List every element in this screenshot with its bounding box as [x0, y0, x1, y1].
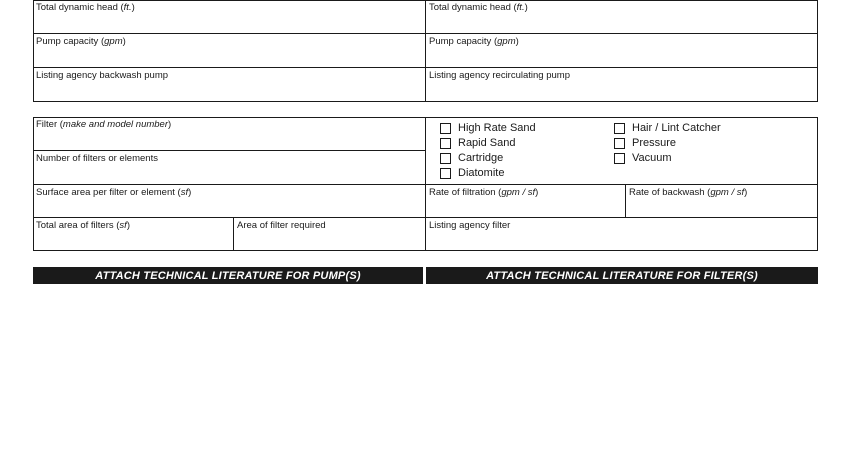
listing-agency-filter-label: Listing agency filter: [429, 220, 511, 231]
total-area-label: Total area of filters (sf): [36, 220, 130, 231]
rate-of-filtration-field[interactable]: [428, 199, 623, 215]
listing-agency-filter-cell: [426, 218, 818, 251]
checkbox-box[interactable]: [440, 153, 451, 164]
total-dynamic-head-recirc-field[interactable]: [428, 14, 816, 31]
rate-of-backwash-cell: [626, 185, 818, 217]
listing-agency-backwash-field[interactable]: [35, 82, 423, 100]
pump-capacity-recirc-field[interactable]: [428, 48, 816, 65]
checkbox-box[interactable]: [614, 123, 625, 134]
pump-capacity-recirc-cell: [426, 34, 818, 67]
rate-of-backwash-label: Rate of backwash (gpm / sf): [629, 187, 748, 198]
rate-of-backwash-field[interactable]: [628, 199, 816, 215]
listing-agency-filter-field[interactable]: [428, 232, 816, 249]
total-dynamic-head-label: Total dynamic head (ft.): [429, 2, 528, 13]
checkbox-vacuum[interactable]: [614, 152, 672, 164]
filter-model-field[interactable]: [35, 131, 423, 148]
checkbox-box[interactable]: [614, 153, 625, 164]
checkbox-box[interactable]: [440, 138, 451, 149]
listing-agency-recirc-cell: [426, 68, 818, 102]
total-dynamic-head-recirc-cell: [426, 0, 818, 33]
pump-capacity-backwash-cell: [33, 34, 425, 67]
total-dynamic-head-label: Total dynamic head (ft.): [36, 2, 135, 13]
checkbox-box[interactable]: [440, 123, 451, 134]
listing-agency-recirc-field[interactable]: [428, 82, 816, 100]
attach-literature-filters-banner: ATTACH TECHNICAL LITERATURE FOR FILTER(S): [426, 267, 818, 284]
checkbox-label: Vacuum: [632, 152, 672, 164]
checkbox-label: Pressure: [632, 137, 677, 149]
total-area-cell: [33, 218, 233, 251]
checkbox-diatomite[interactable]: [440, 167, 504, 179]
listing-agency-backwash-cell: [33, 68, 425, 102]
area-required-cell: [234, 218, 425, 251]
checkbox-box[interactable]: [614, 138, 625, 149]
surface-area-field[interactable]: [35, 199, 423, 215]
area-required-label: Area of filter required: [237, 220, 326, 231]
surface-area-label: Surface area per filter or element (sf): [36, 187, 192, 198]
checkbox-rapid-sand[interactable]: [440, 137, 516, 149]
number-of-filters-cell: [33, 151, 425, 184]
checkbox-label: Rapid Sand: [458, 137, 516, 149]
number-of-filters-label: Number of filters or elements: [36, 153, 158, 164]
pump-capacity-label: Pump capacity (gpm): [36, 36, 126, 47]
total-dynamic-head-backwash-field[interactable]: [35, 14, 423, 31]
checkbox-pressure[interactable]: [614, 137, 676, 149]
number-of-filters-field[interactable]: [35, 165, 423, 182]
rate-of-filtration-cell: [426, 185, 625, 217]
attach-literature-pumps-banner: ATTACH TECHNICAL LITERATURE FOR PUMP(S): [33, 267, 423, 284]
rate-of-filtration-label: Rate of filtration (gpm / sf): [429, 187, 539, 198]
pump-capacity-backwash-field[interactable]: [35, 48, 423, 65]
total-dynamic-head-backwash-cell: [33, 0, 425, 33]
checkbox-cartridge[interactable]: [440, 152, 503, 164]
checkbox-box[interactable]: [440, 168, 451, 179]
pump-capacity-label: Pump capacity (gpm): [429, 36, 519, 47]
listing-agency-backwash-label: Listing agency backwash pump: [36, 70, 169, 81]
filter-model-cell: [33, 117, 425, 150]
checkbox-label: Hair / Lint Catcher: [632, 122, 721, 134]
checkbox-label: High Rate Sand: [458, 122, 536, 134]
filter-model-label: Filter (make and model number): [36, 119, 172, 130]
checkbox-label: Cartridge: [458, 152, 504, 164]
surface-area-cell: [33, 185, 425, 217]
checkbox-hair-lint-catcher[interactable]: [614, 122, 721, 134]
checkbox-high-rate-sand[interactable]: [440, 122, 536, 134]
listing-agency-recirc-label: Listing agency recirculating pump: [429, 70, 570, 81]
total-area-field[interactable]: [35, 232, 231, 249]
checkbox-label: Diatomite: [458, 167, 505, 179]
area-required-field[interactable]: [236, 232, 423, 249]
